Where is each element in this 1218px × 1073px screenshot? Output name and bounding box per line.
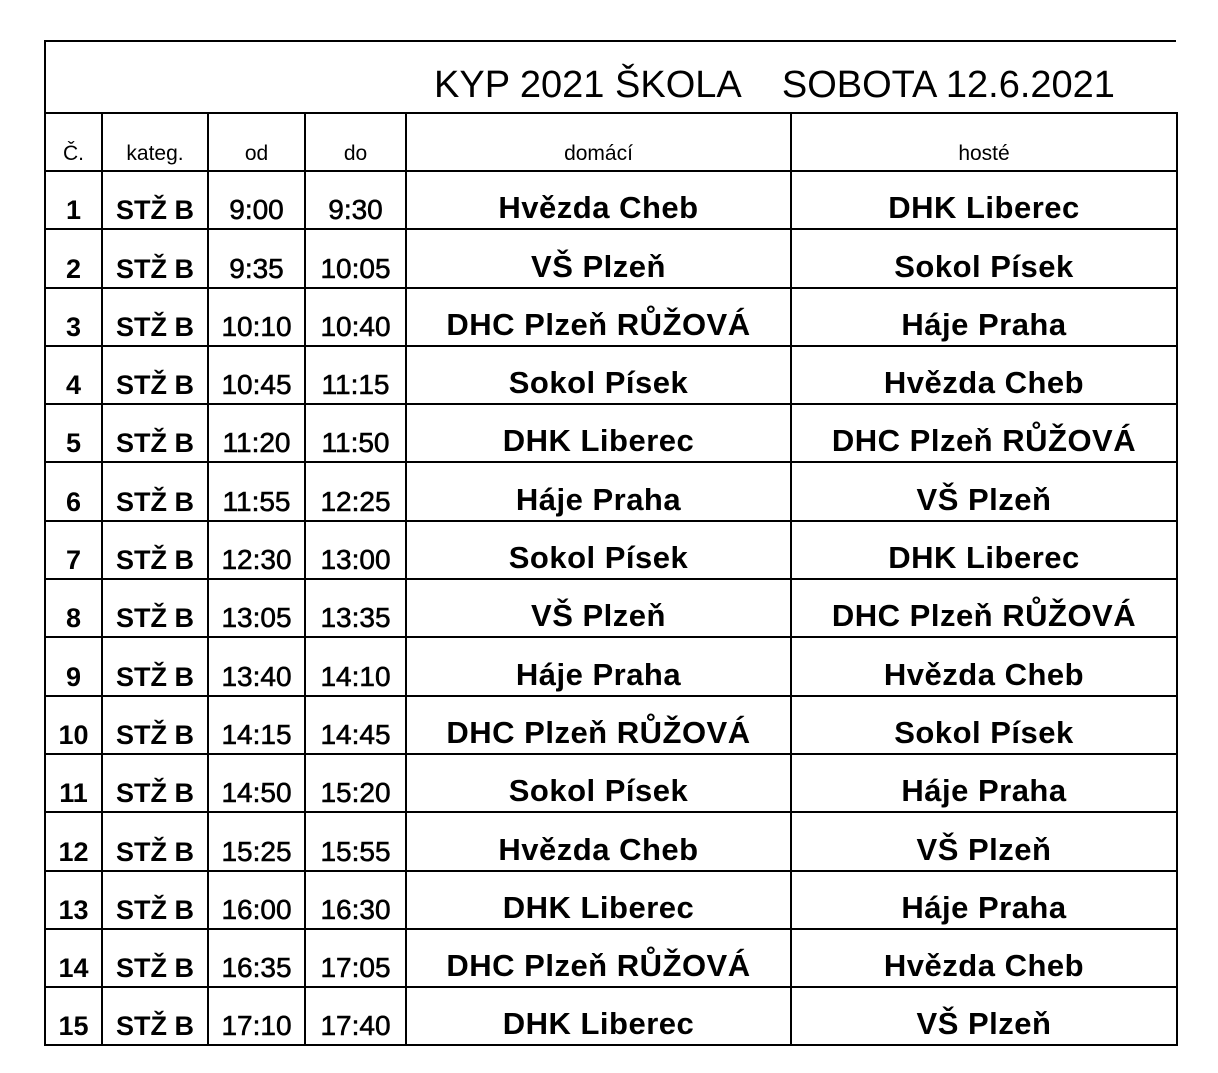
table-row	[45, 521, 1177, 579]
cell-category: STŽ B	[102, 637, 208, 695]
cell-number: 14	[45, 929, 102, 987]
cell-home-team: Hvězda Cheb	[406, 812, 791, 870]
cell-number: 13	[45, 871, 102, 929]
cell-end-time: 14:45	[305, 696, 406, 754]
table-header	[45, 113, 1177, 171]
cell-start-time: 14:50	[208, 754, 305, 812]
cell-home-team: DHK Liberec	[406, 404, 791, 462]
cell-end-time: 15:20	[305, 754, 406, 812]
cell-category: STŽ B	[102, 754, 208, 812]
cell-start-time: 14:15	[208, 696, 305, 754]
table-row	[45, 812, 1177, 870]
cell-home-team: DHC Plzeň RŮŽOVÁ	[406, 288, 791, 346]
cell-end-time: 15:55	[305, 812, 406, 870]
cell-start-time: 9:00	[208, 171, 305, 229]
cell-home-team: DHC Plzeň RŮŽOVÁ	[406, 696, 791, 754]
cell-number: 15	[45, 987, 102, 1045]
cell-end-time: 11:15	[305, 346, 406, 404]
cell-start-time: 16:35	[208, 929, 305, 987]
cell-guest-team: VŠ Plzeň	[791, 987, 1177, 1045]
cell-number: 10	[45, 696, 102, 754]
cell-category: STŽ B	[102, 871, 208, 929]
cell-guest-team: Háje Praha	[791, 754, 1177, 812]
cell-home-team: Sokol Písek	[406, 521, 791, 579]
cell-guest-team: DHK Liberec	[791, 171, 1177, 229]
header-from: od	[208, 113, 305, 171]
table-row	[45, 288, 1177, 346]
schedule-table	[44, 112, 1178, 1046]
table-row	[45, 462, 1177, 520]
table-row	[45, 346, 1177, 404]
cell-guest-team: DHC Plzeň RŮŽOVÁ	[791, 579, 1177, 637]
cell-guest-team: Háje Praha	[791, 871, 1177, 929]
cell-start-time: 13:40	[208, 637, 305, 695]
cell-guest-team: Hvězda Cheb	[791, 929, 1177, 987]
cell-number: 8	[45, 579, 102, 637]
cell-guest-team: Hvězda Cheb	[791, 346, 1177, 404]
cell-number: 2	[45, 229, 102, 287]
cell-guest-team: DHC Plzeň RŮŽOVÁ	[791, 404, 1177, 462]
cell-start-time: 13:05	[208, 579, 305, 637]
table-row	[45, 929, 1177, 987]
cell-home-team: Háje Praha	[406, 637, 791, 695]
cell-guest-team: DHK Liberec	[791, 521, 1177, 579]
table-row	[45, 579, 1177, 637]
cell-category: STŽ B	[102, 696, 208, 754]
cell-category: STŽ B	[102, 987, 208, 1045]
header-home: domácí	[406, 113, 791, 171]
cell-end-time: 17:40	[305, 987, 406, 1045]
cell-home-team: VŠ Plzeň	[406, 579, 791, 637]
table-row	[45, 637, 1177, 695]
cell-number: 1	[45, 171, 102, 229]
header-to: do	[305, 113, 406, 171]
table-row	[45, 754, 1177, 812]
cell-category: STŽ B	[102, 521, 208, 579]
cell-category: STŽ B	[102, 171, 208, 229]
cell-home-team: Hvězda Cheb	[406, 171, 791, 229]
cell-number: 7	[45, 521, 102, 579]
cell-guest-team: VŠ Plzeň	[791, 462, 1177, 520]
cell-start-time: 9:35	[208, 229, 305, 287]
cell-start-time: 10:45	[208, 346, 305, 404]
cell-end-time: 14:10	[305, 637, 406, 695]
table-row	[45, 229, 1177, 287]
cell-end-time: 10:40	[305, 288, 406, 346]
cell-end-time: 10:05	[305, 229, 406, 287]
cell-category: STŽ B	[102, 346, 208, 404]
cell-start-time: 16:00	[208, 871, 305, 929]
cell-end-time: 12:25	[305, 462, 406, 520]
cell-start-time: 12:30	[208, 521, 305, 579]
header-row	[45, 113, 1177, 171]
cell-start-time: 15:25	[208, 812, 305, 870]
header-no: Č.	[45, 113, 102, 171]
cell-home-team: DHK Liberec	[406, 987, 791, 1045]
table-row	[45, 404, 1177, 462]
table-body	[45, 171, 1177, 1045]
cell-start-time: 11:20	[208, 404, 305, 462]
cell-category: STŽ B	[102, 229, 208, 287]
cell-guest-team: Hvězda Cheb	[791, 637, 1177, 695]
cell-start-time: 10:10	[208, 288, 305, 346]
cell-guest-team: VŠ Plzeň	[791, 812, 1177, 870]
cell-category: STŽ B	[102, 462, 208, 520]
cell-end-time: 16:30	[305, 871, 406, 929]
cell-end-time: 9:30	[305, 171, 406, 229]
cell-number: 3	[45, 288, 102, 346]
cell-category: STŽ B	[102, 929, 208, 987]
table-row	[45, 987, 1177, 1045]
cell-number: 4	[45, 346, 102, 404]
cell-home-team: DHK Liberec	[406, 871, 791, 929]
table-row	[45, 171, 1177, 229]
cell-category: STŽ B	[102, 579, 208, 637]
cell-guest-team: Sokol Písek	[791, 229, 1177, 287]
cell-category: STŽ B	[102, 812, 208, 870]
cell-start-time: 11:55	[208, 462, 305, 520]
cell-start-time: 17:10	[208, 987, 305, 1045]
header-guest: hosté	[791, 113, 1177, 171]
cell-number: 9	[45, 637, 102, 695]
table-row	[45, 696, 1177, 754]
page-title: KYP 2021 ŠKOLA SOBOTA 12.6.2021	[434, 64, 1115, 106]
cell-home-team: Sokol Písek	[406, 346, 791, 404]
cell-number: 5	[45, 404, 102, 462]
cell-home-team: VŠ Plzeň	[406, 229, 791, 287]
cell-guest-team: Sokol Písek	[791, 696, 1177, 754]
cell-number: 11	[45, 754, 102, 812]
cell-home-team: Sokol Písek	[406, 754, 791, 812]
cell-home-team: Háje Praha	[406, 462, 791, 520]
cell-end-time: 17:05	[305, 929, 406, 987]
title-row	[44, 40, 1176, 112]
header-category: kateg.	[102, 113, 208, 171]
table-row	[45, 871, 1177, 929]
cell-guest-team: Háje Praha	[791, 288, 1177, 346]
cell-home-team: DHC Plzeň RŮŽOVÁ	[406, 929, 791, 987]
cell-end-time: 13:00	[305, 521, 406, 579]
cell-category: STŽ B	[102, 404, 208, 462]
cell-number: 12	[45, 812, 102, 870]
cell-end-time: 11:50	[305, 404, 406, 462]
cell-end-time: 13:35	[305, 579, 406, 637]
cell-number: 6	[45, 462, 102, 520]
cell-category: STŽ B	[102, 288, 208, 346]
schedule-sheet	[44, 40, 1176, 1046]
